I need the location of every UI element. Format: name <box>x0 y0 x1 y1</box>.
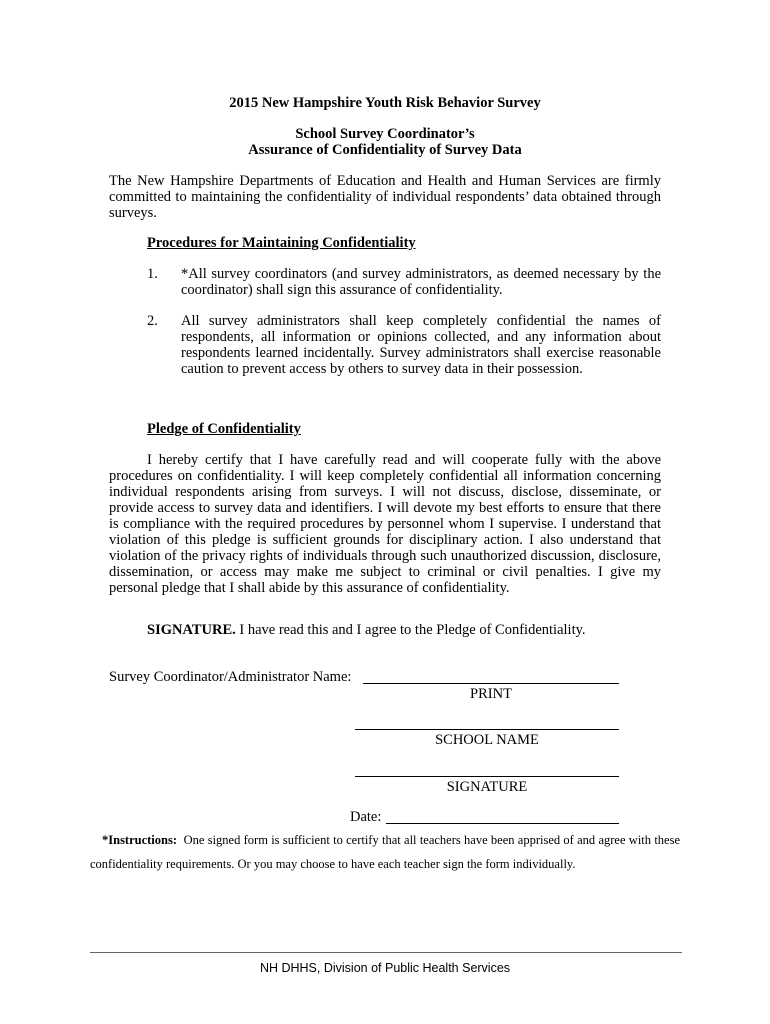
intro-paragraph: The New Hampshire Departments of Education and Health and Human Services are firmly committed to maintaining the confidentiality of individual respondents’ data obtained through surveys. <box>109 173 661 221</box>
footer-divider <box>90 952 682 953</box>
procedure-1-text: *All survey coordinators (and survey administrators, as deemed necessary by the coordinator) shall sign this assurance of confidentiality. <box>181 266 661 298</box>
document-subtitle-assurance: Assurance of Confidentiality of Survey Data <box>248 142 522 158</box>
procedure-2-number: 2. <box>147 313 158 329</box>
signature-text: I have read this and I agree to the Pledge of Confidentiality. <box>239 622 586 638</box>
instructions-paragraph <box>90 828 680 876</box>
name-field-label: Survey Coordinator/Administrator Name: <box>109 669 352 685</box>
document-subtitle-coordinator: School Survey Coordinator’s <box>295 126 475 142</box>
signature-statement <box>147 622 586 639</box>
print-caption: PRINT <box>470 686 512 702</box>
school-name-line[interactable] <box>355 729 619 730</box>
signature-caption: SIGNATURE <box>446 779 528 795</box>
pledge-paragraph: I hereby certify that I have carefully read and will cooperate fully with the above procedures on confidentiality. I will keep completely confidential all information concerning individual respondents arising from surveys. I will not discuss, disclose, disseminate, or provide access to survey data and identifiers. I will devote my best efforts to ensure that there is compliance with the required procedures by personnel whom I supervise. I understand that violation of this pledge is sufficient grounds for disciplinary action. I also understand that violation of the privacy rights of individuals through such unauthorized discussion, disclosure, dissemination, or access may make me subject to criminal or civil penalties. I give my personal pledge that I shall abide by this assurance of confidentiality. <box>109 452 661 596</box>
procedure-2-text: All survey administrators shall keep completely confidential the names of respondents, all information or opinions collected, and any information about respondents learned incidentally. Survey administrators shall exercise reasonable caution to prevent access by others to survey data in their possession. <box>181 313 661 377</box>
instructions-text: One signed form is sufficient to certify that all teachers have been apprised of and agree with these confidentiality requirements. Or you may choose to have each teacher sign the form individually. <box>90 833 681 871</box>
date-line[interactable] <box>386 823 619 824</box>
document-title: 2015 New Hampshire Youth Risk Behavior Survey <box>229 95 541 111</box>
footer-text: NH DHHS, Division of Public Health Services <box>259 961 511 975</box>
signature-label: SIGNATURE. <box>147 622 236 638</box>
pledge-heading: Pledge of Confidentiality <box>147 421 301 437</box>
school-name-caption: SCHOOL NAME <box>435 732 539 748</box>
instructions-label: *Instructions: <box>102 833 178 847</box>
date-label: Date: <box>350 809 382 825</box>
signature-line[interactable] <box>355 776 619 777</box>
name-signature-line[interactable] <box>363 683 619 684</box>
procedure-1-number: 1. <box>147 266 158 282</box>
procedures-heading: Procedures for Maintaining Confidentiality <box>147 235 416 251</box>
